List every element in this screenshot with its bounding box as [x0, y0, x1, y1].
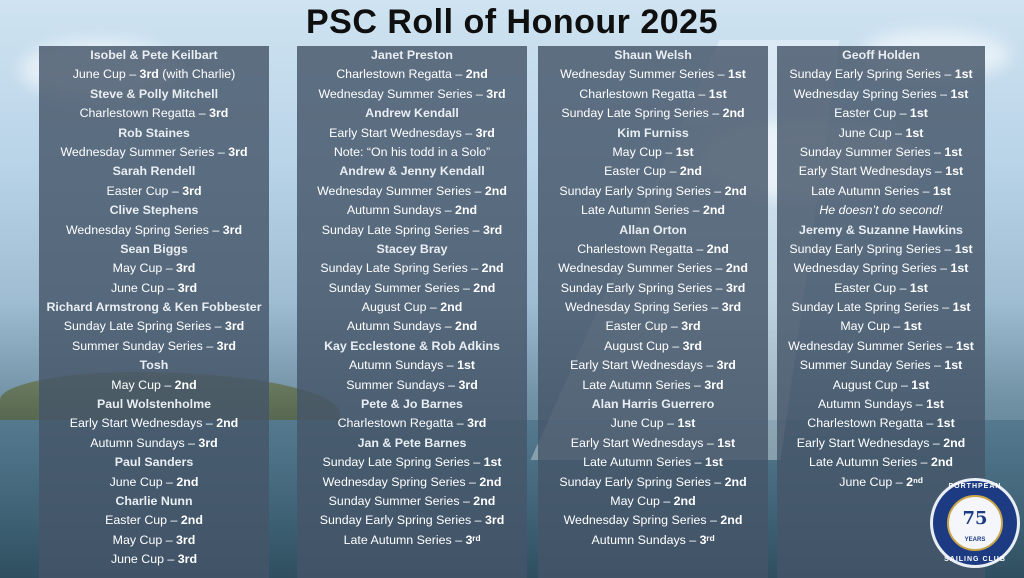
- award-event: Charlestown Regatta –: [577, 241, 707, 256]
- award-event: Sunday Early Spring Series –: [560, 280, 726, 295]
- award-line: [39, 531, 269, 550]
- award-line: [777, 240, 985, 259]
- award-event: June Cup –: [839, 474, 907, 489]
- award-line: [777, 65, 985, 84]
- award-line: [777, 85, 985, 104]
- award-place: 2nd: [930, 455, 953, 470]
- award-event: Wednesday Spring Series –: [563, 513, 721, 528]
- award-line: [39, 376, 269, 395]
- award-event: Late Autumn Series –: [582, 377, 705, 392]
- award-line: [39, 550, 269, 569]
- award-place: 2nd: [455, 319, 478, 334]
- award-event: Wednesday Spring Series –: [322, 474, 480, 489]
- sailor-name: Kim Furniss: [617, 125, 689, 140]
- sailor-name: Pete & Jo Barnes: [361, 397, 463, 412]
- award-place: 2nd: [484, 183, 507, 198]
- award-place: 1st: [457, 358, 476, 373]
- award-line: [538, 414, 768, 433]
- award-line: [777, 337, 985, 356]
- award-line: [39, 414, 269, 433]
- award-place: 3rd: [482, 222, 503, 237]
- award-place: 1st: [950, 261, 969, 276]
- award-event: Easter Cup –: [106, 183, 183, 198]
- award-place: 3rd: [682, 338, 702, 353]
- note-text: He doesn’t do second!: [819, 203, 943, 218]
- award-line: [777, 104, 985, 123]
- award-event: August Cup –: [361, 300, 441, 315]
- sailor-name: Paul Sanders: [114, 455, 194, 470]
- award-event: Wednesday Summer Series –: [318, 86, 487, 101]
- award-event: Sunday Late Spring Series –: [561, 106, 723, 121]
- award-event: May Cup –: [112, 261, 177, 276]
- award-line: [297, 473, 527, 492]
- award-place: 2nd: [479, 474, 502, 489]
- award-event: Autumn Sundays –: [348, 358, 458, 373]
- award-line: [538, 201, 768, 220]
- award-event: Autumn Sundays –: [346, 319, 456, 334]
- award-event: Wednesday Summer Series –: [558, 261, 726, 276]
- award-place: 1st: [944, 358, 963, 373]
- sailor-name: Rob Staines: [118, 125, 190, 140]
- award-event: Wednesday Spring Series –: [793, 86, 951, 101]
- award-place: 3rd: [485, 513, 505, 528]
- award-place: 2nd: [180, 513, 203, 528]
- award-line: [538, 104, 768, 123]
- sailor-name: Richard Armstrong & Ken Fobbester: [46, 300, 262, 315]
- award-place: 2nd: [473, 493, 496, 508]
- award-line: [777, 317, 985, 336]
- award-event: Sunday Early Spring Series –: [559, 183, 725, 198]
- award-place: 1st: [483, 455, 502, 470]
- award-place: 1st: [909, 106, 928, 121]
- award-event: May Cup –: [112, 532, 177, 547]
- award-event: Wednesday Summer Series –: [60, 144, 229, 159]
- award-line: [538, 531, 768, 550]
- award-place: 3rd: [176, 261, 196, 276]
- award-event: August Cup –: [604, 338, 683, 353]
- honour-column-3: [538, 46, 768, 578]
- award-place: 1st: [950, 86, 969, 101]
- award-line: [538, 376, 768, 395]
- award-line: [297, 124, 527, 143]
- award-event: Charlestown Regatta –: [336, 67, 466, 82]
- award-place: 2ⁿᵈ: [906, 474, 923, 489]
- award-place: 2nd: [702, 203, 725, 218]
- award-place: 1st: [705, 455, 723, 470]
- award-line: [297, 492, 527, 511]
- award-event: Wednesday Spring Series –: [564, 300, 722, 315]
- award-place: 2nd: [725, 261, 748, 276]
- award-line: [777, 395, 985, 414]
- honour-column-1: [39, 46, 269, 578]
- logo-years: YEARS: [964, 537, 986, 543]
- award-place: 2nd: [943, 435, 966, 450]
- award-place: 3rd: [467, 416, 487, 431]
- award-event: Early Start Wednesdays –: [796, 435, 944, 450]
- sailor-name: Andrew & Jenny Kendall: [339, 164, 485, 179]
- award-event: August Cup –: [832, 377, 912, 392]
- award-event: Late Autumn Series –: [583, 455, 705, 470]
- award-line: [39, 182, 269, 201]
- club-logo: [930, 478, 1020, 568]
- sailor-name: Shaun Welsh: [614, 48, 692, 62]
- award-line: [777, 259, 985, 278]
- award-place: 3rd: [486, 86, 506, 101]
- award-place: 3rd: [716, 358, 736, 373]
- award-place: 3rd: [704, 377, 724, 392]
- award-line: [297, 298, 527, 317]
- award-place: 3rd: [681, 319, 701, 334]
- award-line: [538, 162, 768, 181]
- award-line: [39, 65, 269, 84]
- award-place: 1st: [945, 164, 964, 179]
- award-event: Autumn Sundays –: [817, 397, 927, 412]
- award-event: Late Autumn Series –: [343, 532, 466, 547]
- award-event: Sunday Early Spring Series –: [319, 513, 485, 528]
- award-event: May Cup –: [840, 319, 904, 334]
- award-line: [777, 453, 985, 472]
- award-place: 2nd: [216, 416, 239, 431]
- award-place: 2nd: [706, 241, 729, 256]
- award-event: Sunday Late Spring Series –: [791, 300, 953, 315]
- award-place: 2nd: [724, 183, 747, 198]
- award-place: 3rd: [228, 144, 248, 159]
- award-place: 2nd: [722, 106, 745, 121]
- award-event: Sunday Early Spring Series –: [789, 241, 955, 256]
- award-event: May Cup –: [612, 144, 676, 159]
- award-line: [538, 356, 768, 375]
- award-line: [297, 376, 527, 395]
- award-place: 3rd: [182, 183, 202, 198]
- award-event: Wednesday Summer Series –: [317, 183, 485, 198]
- award-event: Wednesday Summer Series –: [560, 67, 728, 82]
- award-place: 2nd: [673, 493, 696, 508]
- award-place: 1st: [909, 280, 928, 295]
- award-place: 3rd: [222, 222, 243, 237]
- award-place: 1st: [954, 241, 973, 256]
- award-event: Wednesday Spring Series –: [793, 261, 951, 276]
- sailor-name: Jeremy & Suzanne Hawkins: [799, 222, 963, 237]
- award-line: [538, 492, 768, 511]
- award-line: [297, 221, 527, 240]
- award-line: [777, 298, 985, 317]
- award-line: [777, 143, 985, 162]
- award-line: [39, 104, 269, 123]
- sailor-name: Jan & Pete Barnes: [357, 435, 467, 450]
- award-line: [777, 182, 985, 201]
- award-line: [538, 317, 768, 336]
- award-place: 3rd: [721, 300, 742, 315]
- award-line: [777, 376, 985, 395]
- award-event: June Cup –: [110, 552, 178, 567]
- award-place: 1st: [675, 144, 694, 159]
- award-place: 2nd: [724, 474, 747, 489]
- award-line: [777, 279, 985, 298]
- award-event: Wednesday Spring Series –: [65, 222, 223, 237]
- award-place: 2nd: [679, 164, 702, 179]
- award-event: Easter Cup –: [834, 106, 910, 121]
- award-event: Sunday Summer Series –: [799, 144, 945, 159]
- award-line: [538, 337, 768, 356]
- logo-bottom-text: SAILING CLUB: [944, 556, 1006, 563]
- award-line: [538, 65, 768, 84]
- award-place: 1st: [944, 144, 963, 159]
- sailor-name: Geoff Holden: [842, 48, 920, 62]
- award-place: 2nd: [455, 203, 478, 218]
- award-event: Wednesday Summer Series –: [788, 338, 956, 353]
- note-text: Note: “On his todd in a Solo”: [333, 144, 491, 159]
- award-line: [538, 279, 768, 298]
- award-event: Autumn Sundays –: [591, 532, 700, 547]
- page-title: PSC Roll of Honour 2025: [306, 3, 718, 41]
- award-event: June Cup –: [72, 67, 140, 82]
- award-event: Summer Sunday Series –: [72, 338, 217, 353]
- award-line: [297, 259, 527, 278]
- award-event: Sunday Summer Series –: [328, 493, 474, 508]
- award-line: [39, 143, 269, 162]
- award-line: [297, 279, 527, 298]
- award-line: [39, 337, 269, 356]
- award-line: [538, 511, 768, 530]
- award-line: [538, 240, 768, 259]
- sailor-name: Stacey Bray: [376, 241, 448, 256]
- award-suffix: (with Charlie): [158, 67, 236, 82]
- award-event: Charlestown Regatta –: [337, 416, 468, 431]
- award-place: 3rd: [224, 319, 245, 334]
- award-place: 3ʳᵈ: [465, 532, 481, 547]
- award-place: 2nd: [440, 300, 463, 315]
- award-event: May Cup –: [610, 493, 674, 508]
- award-place: 1st: [911, 377, 930, 392]
- award-place: 1st: [905, 125, 924, 140]
- sailor-name: Janet Preston: [371, 48, 453, 62]
- award-place: 1st: [903, 319, 922, 334]
- award-line: [297, 531, 527, 550]
- award-line: [39, 473, 269, 492]
- award-place: 1st: [926, 397, 945, 412]
- award-place: 3rd: [198, 435, 218, 450]
- award-line: [39, 221, 269, 240]
- award-event: Sunday Early Spring Series –: [789, 67, 955, 82]
- award-place: 3rd: [176, 532, 196, 547]
- award-line: [297, 201, 527, 220]
- sailor-name: Tosh: [139, 358, 169, 373]
- sailor-name: Paul Wolstenholme: [96, 397, 212, 412]
- award-place: 2nd: [176, 474, 199, 489]
- award-place: 3rd: [177, 552, 198, 567]
- award-place: 1st: [677, 416, 696, 431]
- award-event: Charlestown Regatta –: [807, 416, 937, 431]
- award-place: 1st: [933, 183, 951, 198]
- award-line: [39, 511, 269, 530]
- award-event: Sunday Late Spring Series –: [322, 455, 484, 470]
- award-event: Easter Cup –: [604, 164, 680, 179]
- award-place: 1st: [952, 300, 971, 315]
- award-place: 1st: [708, 86, 727, 101]
- award-event: Early Start Wednesdays –: [69, 416, 217, 431]
- award-line: [39, 434, 269, 453]
- award-event: Late Autumn Series –: [811, 183, 933, 198]
- award-event: Early Start Wednesdays –: [570, 358, 717, 373]
- award-event: Sunday Late Spring Series –: [320, 261, 482, 276]
- award-place: 3rd: [216, 338, 236, 353]
- award-event: June Cup –: [110, 280, 178, 295]
- award-line: [777, 434, 985, 453]
- award-event: June Cup –: [610, 416, 678, 431]
- award-event: Charlestown Regatta –: [79, 106, 210, 121]
- sailor-name: Andrew Kendall: [365, 106, 459, 121]
- award-line: [777, 356, 985, 375]
- award-line: [297, 356, 527, 375]
- award-event: Late Autumn Series –: [581, 203, 703, 218]
- award-line: [297, 317, 527, 336]
- award-event: Sunday Summer Series –: [328, 280, 474, 295]
- award-line: [297, 182, 527, 201]
- award-event: Autumn Sundays –: [346, 203, 456, 218]
- award-place: 2nd: [465, 67, 488, 82]
- award-place: 1st: [717, 435, 736, 450]
- sailor-name: Charlie Nunn: [115, 493, 193, 508]
- award-event: Late Autumn Series –: [809, 455, 931, 470]
- award-place: 1st: [955, 338, 974, 353]
- award-event: Summer Sunday Series –: [799, 358, 945, 373]
- award-line: [777, 414, 985, 433]
- award-event: Easter Cup –: [605, 319, 682, 334]
- award-place: 2nd: [473, 280, 496, 295]
- award-event: Summer Sundays –: [346, 377, 459, 392]
- award-event: Early Start Wednesdays –: [798, 164, 946, 179]
- award-line: [297, 85, 527, 104]
- award-event: June Cup –: [838, 125, 906, 140]
- award-place: 3rd: [458, 377, 478, 392]
- award-line: [538, 182, 768, 201]
- sailor-name: Sean Biggs: [120, 241, 188, 256]
- award-line: [538, 298, 768, 317]
- award-event: Autumn Sundays –: [90, 435, 199, 450]
- award-event: Sunday Late Spring Series –: [321, 222, 483, 237]
- logo-number: 75: [962, 508, 988, 529]
- honour-column-2: [297, 46, 527, 578]
- award-line: [297, 414, 527, 433]
- award-line: [297, 453, 527, 472]
- award-line: [538, 143, 768, 162]
- award-line: [777, 162, 985, 181]
- sailor-name: Steve & Polly Mitchell: [89, 86, 219, 101]
- award-place: 2nd: [174, 377, 197, 392]
- award-line: [538, 473, 768, 492]
- award-event: June Cup –: [109, 474, 177, 489]
- award-line: [297, 65, 527, 84]
- award-place: 3ʳᵈ: [699, 532, 715, 547]
- sailor-name: Allan Orton: [619, 222, 687, 237]
- award-event: Charlestown Regatta –: [579, 86, 709, 101]
- award-event: May Cup –: [111, 377, 175, 392]
- award-place: 2nd: [720, 513, 743, 528]
- award-line: [39, 317, 269, 336]
- award-line: [538, 453, 768, 472]
- award-event: Easter Cup –: [834, 280, 910, 295]
- sailor-name: Clive Stephens: [109, 203, 199, 218]
- award-place: 3rd: [726, 280, 746, 295]
- sailor-name: Isobel & Pete Keilbart: [90, 48, 218, 62]
- award-place: 3rd: [475, 125, 495, 140]
- award-line: [39, 279, 269, 298]
- award-place: 1st: [936, 416, 955, 431]
- award-line: [538, 434, 768, 453]
- logo-top-text: PORTHPEAN: [948, 483, 1002, 490]
- award-place: 1st: [954, 67, 973, 82]
- sailor-name: Kay Ecclestone & Rob Adkins: [324, 338, 500, 353]
- award-place: 1st: [727, 67, 746, 82]
- award-place: 3rd: [139, 67, 159, 82]
- sailor-name: Sarah Rendell: [112, 164, 196, 179]
- award-line: [39, 259, 269, 278]
- award-place: 3rd: [209, 106, 229, 121]
- award-line: [297, 511, 527, 530]
- award-line: [538, 85, 768, 104]
- award-event: Sunday Early Spring Series –: [559, 474, 725, 489]
- award-line: [538, 259, 768, 278]
- award-event: Easter Cup –: [105, 513, 181, 528]
- award-event: Early Start Wednesdays –: [570, 435, 718, 450]
- award-event: Sunday Late Spring Series –: [63, 319, 225, 334]
- award-event: Early Start Wednesdays –: [329, 125, 476, 140]
- sailor-name: Alan Harris Guerrero: [591, 397, 715, 412]
- award-place: 2nd: [481, 261, 504, 276]
- award-line: [777, 124, 985, 143]
- award-place: 3rd: [177, 280, 198, 295]
